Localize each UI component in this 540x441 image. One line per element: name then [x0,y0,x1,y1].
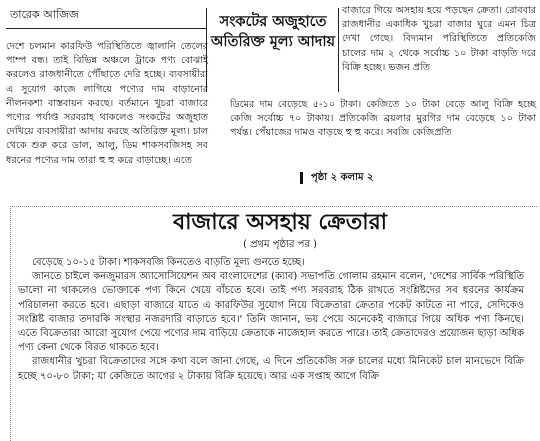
headline-right-rule [338,8,339,92]
bottom-paragraph-1: বেড়েছে ১০-১৫ টাকা। শাকসবজি কিনতেও বাড়তি মূল্য গুনতে হচ্ছে। [32,257,305,268]
bottom-headline: বাজারে অসহায় ক্রেতারা [172,209,388,235]
left-column-text [6,40,208,168]
bottom-article-body [18,256,524,384]
lower-right-column-paragraph: ডিমের দাম বেড়েছে ৫-১০ টাকা। কেজিতে ১০ টাকা বেড়ে আলু বিক্রি হচ্ছে কেজি সর্বোচ্চ ৭০ টাকায়। প্রতিকেজি ব্রয়লার মুরগির দাম বেড়েছে ১০ টাকা পর্যন্ত। পেঁয়াজের দামও বাড়ছে হু হু করে। সবজি কেজিপ্রতি [230,99,536,139]
byline-rule [6,28,206,29]
continuation-note: পৃষ্ঠা ২ কলাম ২ [300,172,374,184]
lower-right-column-text [230,98,536,141]
right-column-text [342,4,536,75]
bottom-paragraph-2: জানতে চাইলে কনজুমারস অ্যাসোসিয়েশন অব বাংলাদেশের (ক্যাব) সভাপতি গোলাম রহমান বলেন, 'দেশের সার্বিক পরিস্থিতি ভালো না থাকলেও ভোক্তাকে পণ্য কিনে খেয়ে বাঁচতে হবে। তাই পণ্য সরবরাহ ঠিক রাখতে সংশ্লিষ্টদের সব ধরনের কার্যক্রম পরিচালনা করতে হবে। এছাড়া বাজারে যাতে এ কারফিউর সুযোগ নিয়ে বিক্রেতারা ক্রেতার পকেট কাটতে না পারে, সেদিকেও সংশ্লিষ্ট বাজার তদারকি সংস্থার নজরদারি বাড়াতে হবে।' তিনি জানান, ভয় পেয়ে অনেকেই বাজারে গিয়ে অধিক পণ্য কিনছে। এতে বিক্রেতারা আরো সুযোগ পেয়ে পণ্যের দাম বাড়িয়ে ক্রেতাকে নাজেহাল করতে পারে। তাই ক্রেতাদেরও প্রয়োজন ছাড়া অধিক পণ্য কেনা থেকে বিরত থাকতে হবে। [18,271,524,354]
right-column-paragraph: বাজারে গিয়ে অসহায় হয়ে পড়ছেন ক্রেতা। রোববার রাজধানীর একাধিক খুচরা বাজার ঘুরে এমন চিত্র দেখা গেছে। বিদ্যমান পরিস্থিতিতে প্রতিকেজি চালের দাম ২ থেকে সর্বোচ্চ ১০ টাকা বাড়তি দরে বিক্রি হচ্ছে। ভজন প্রতি [342,5,536,73]
bottom-paragraph-3: রাজধানীর খুচরা বিক্রেতাদের সঙ্গে কথা বলে জানা গেছে, এ দিনে প্রতিকেজি সরু চালের মধ্যে মিনিকেট চাল মানভেদে বিক্রি হচ্ছে ৭০-৮০ টাকা; যা কেজিতে আগের ২ টাকায় বিক্রি হয়েছে। আর এক সপ্তাহ আগে বিক্রি [18,356,524,382]
byline: তারেক আজিজ [10,8,79,21]
bottom-subhead: ( প্রথম পৃষ্ঠার পর ) [242,239,317,250]
top-headline: সংকটের অজুহাতে অতিরিক্ত মূল্য আদায় [210,13,336,50]
left-column-paragraph: দেশে চলমান কারফিউ পরিস্থিতিতে জ্বালানি তেলের পাম্প বন্ধ। তাই বিভিন্ন অঞ্চলে ট্রাকে পণ্য বোঝাই করলেও রাজধানীতে পৌঁছাতে দেরি হচ্ছে। ব্যবসায়ীরা এ সুযোগ কাজে লাগিয়ে পণ্যের দাম বাড়ানোর নীলনকশা বাস্তবায়ন করছে। বর্তমানে খুচরা বাজারে পণ্যের পর্যাপ্ত সরবরাহ থাকলেও সংকটের অজুহাত দেখিয়ে ব্যবসায়ীরা আদায় করছে অতিরিক্ত মূল্য। চাল থেকে শুরু করে ডাল, আলু, ডিম শাকসবজিসহ সব ধরনের পণ্যের দাম তারা হু হু করে বাড়াচ্ছে। এতে [6,41,208,166]
